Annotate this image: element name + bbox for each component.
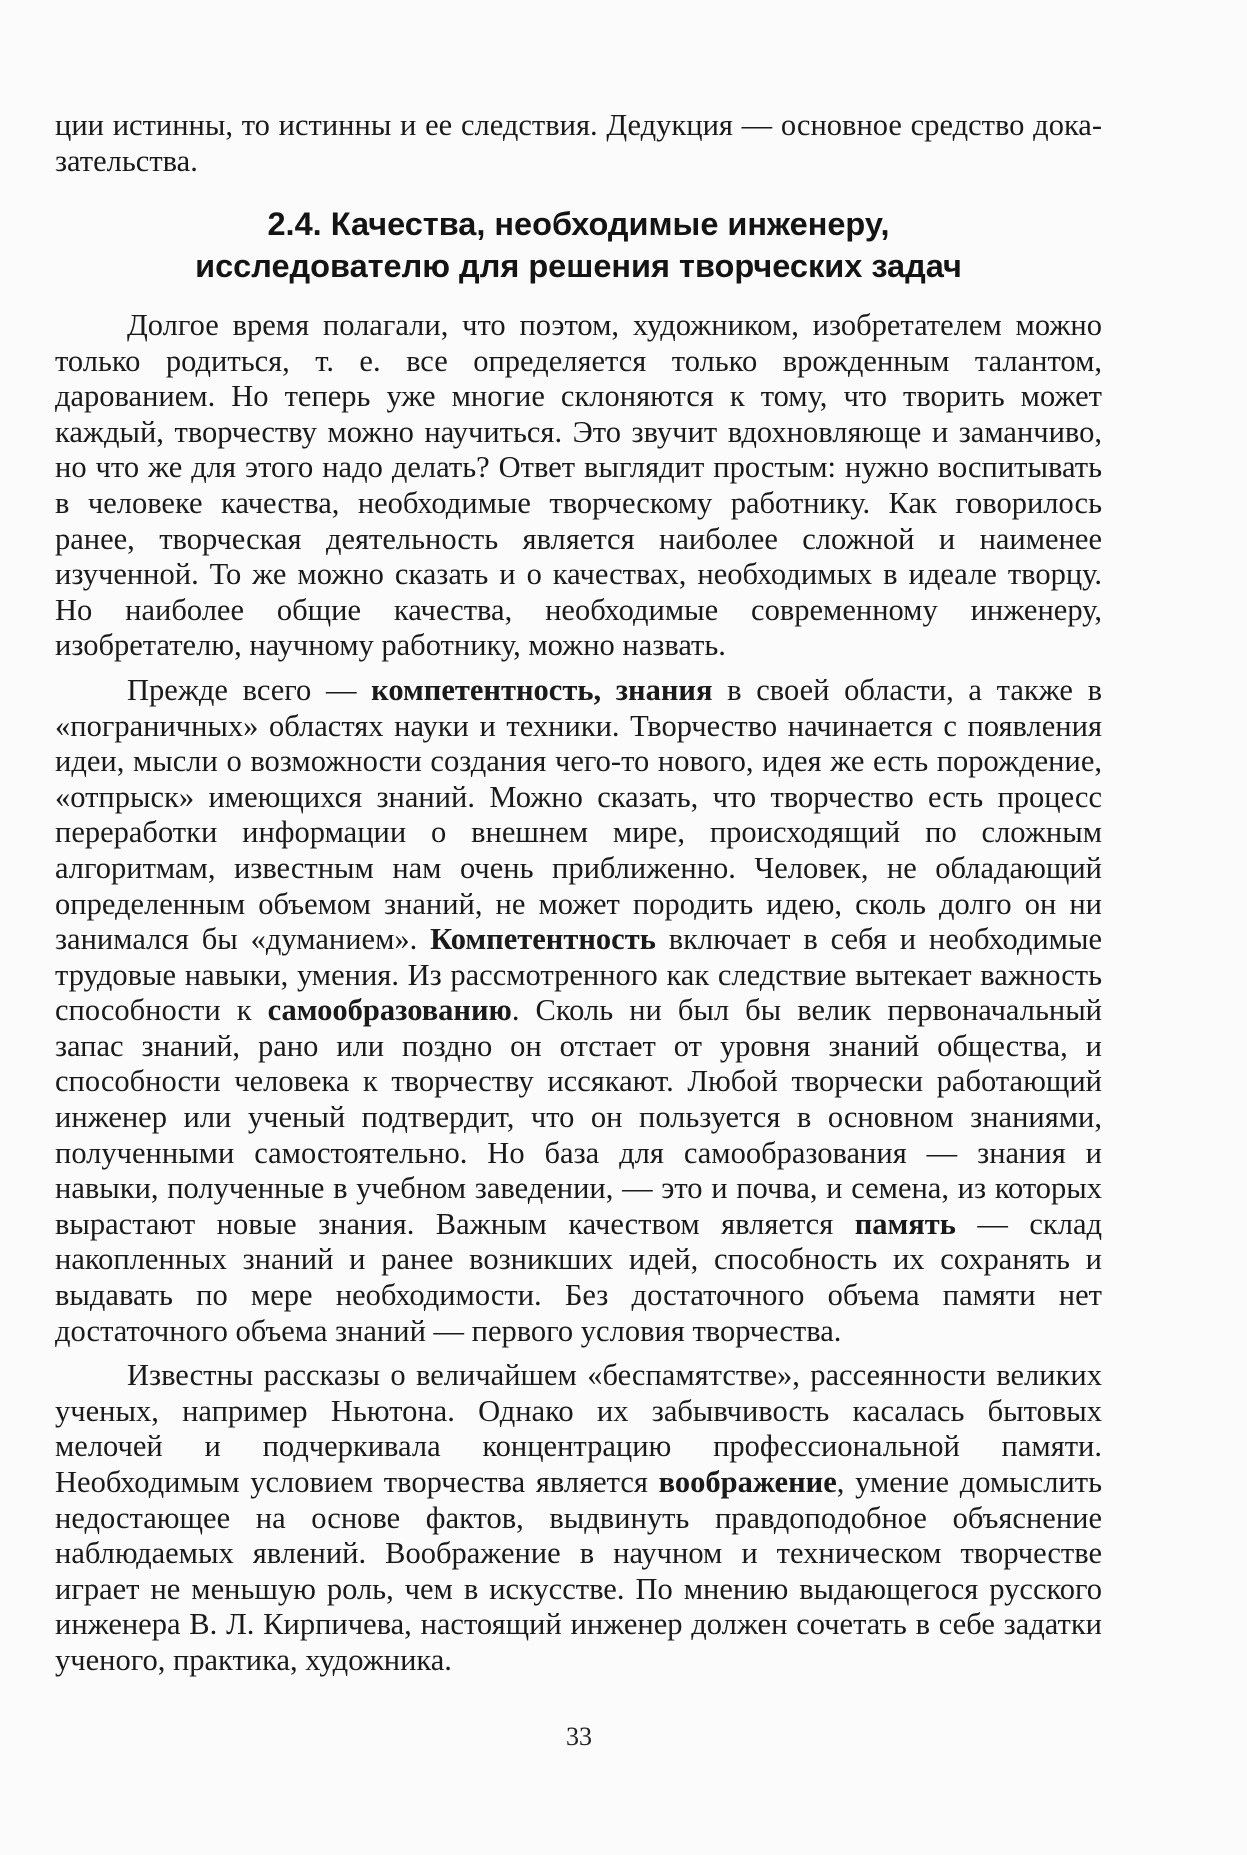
paragraph-3-part-2: , умение домыслить недостающее на основе фактов, выдвинуть правдоподобное объяснение наблюдаемых явлений. Воображение в научном и техническом творчестве играет не меньшую роль, чем в искусстве. По мнению выдающегося русского инженера В. Л. Кирпичева, настоящий инженер должен сочетать в себе задатки ученого, практика, художника. [55,1465,1102,1677]
paragraph-1-text: Долгое время полагали, что поэтом, художником, изобретателем можно только родиться, т. е. все определяется только врожденным талантом, дарованием. Но теперь уже многие склоняются к тому, что творить может каждый, творчеству можно научиться. Это звучит вдохновляюще и заманчиво, но что же для этого надо делать? Ответ выглядит простым: нужно воспитывать в человеке качества, необходимые творческому работнику. Как говорилось ранее, творческая деятельность является наиболее сложной и наименее изученной. То же можно сказать и о качествах, необходимых в идеале творцу. Но наиболее общие качества, необходимые современному инженеру, изобретателю, научному работнику, можно назвать. [55,308,1102,663]
term-competence-knowledge: компетентность, знания [371,672,713,707]
paragraph-3-part-1: Известны рассказы о величайшем «беспамятстве», рассеянности великих ученых, например Ньютона. Однако их забывчивость касалась бытовых мелочей и подчеркивала концентрацию профессиональной памяти. Необходимым условием творчества является [55,1358,1102,1499]
lead-paragraph: ции истинны, то истинны и ее следствия. Дедукция — основное средство дока-зательства. [55,108,1102,178]
section-body [55,308,1102,1679]
term-competence: Компетентность [430,922,656,957]
paragraph-3 [55,1358,1102,1678]
paragraph-2 [55,673,1102,1349]
page-number: 33 [566,1722,592,1751]
term-memory: память [854,1206,956,1241]
paragraph-2-part-4: . Сколь ни был бы велик первоначальный запас знаний, рано или поздно он отстает от уровня знаний общества, и способности человека к творчеству иссякают. Любой творчески работающий инженер или ученый подтвердит, что он пользуется в основном знаниями, полученными самостоятельно. Но база для самообразования — знания и навыки, полученные в учебном заведении, — это и почва, и семена, из которых вырастают новые знания. Важным качеством является [55,993,1103,1241]
paragraph-1 [55,308,1102,664]
section-heading-line-1: 2.4. Качества, необходимые инженеру, [267,206,890,242]
paragraph-2-part-5: — склад накопленных знаний и ранее возникших идей, способность их сохранять и выдавать по мере необходимости. Без достаточного объема памяти нет достаточного объема знаний — первого условия творчества. [55,1206,1102,1348]
lead-paragraph-block [55,108,1102,179]
term-imagination: воображение [658,1465,837,1499]
paragraph-2-part-1: Прежде всего — [127,672,372,707]
section-heading-line-2: исследователю для решения творческих задач [195,248,962,284]
term-self-education: самообразованию [267,993,512,1028]
paragraph-2-part-2: в своей области, а также в «пограничных» областях науки и техники. Творчество начинается с появления идеи, мысли о возможности создания чего-то нового, идея же есть порождение, «отпрыск» имеющихся знаний. Можно сказать, что творчество есть процесс переработки информации о внешнем мире, происходящий по сложным алгоритмам, известным нам очень приближенно. Человек, не обладающий определенным объемом знаний, не может породить идею, сколь долго он ни занимался бы «думанием». [55,672,1102,957]
section-heading [55,203,1102,287]
paragraph-2-part-3: включает в себя и необходимые трудовые навыки, умения. Из рассмотренного как следствие вытекает важность способности к [55,922,1102,1028]
